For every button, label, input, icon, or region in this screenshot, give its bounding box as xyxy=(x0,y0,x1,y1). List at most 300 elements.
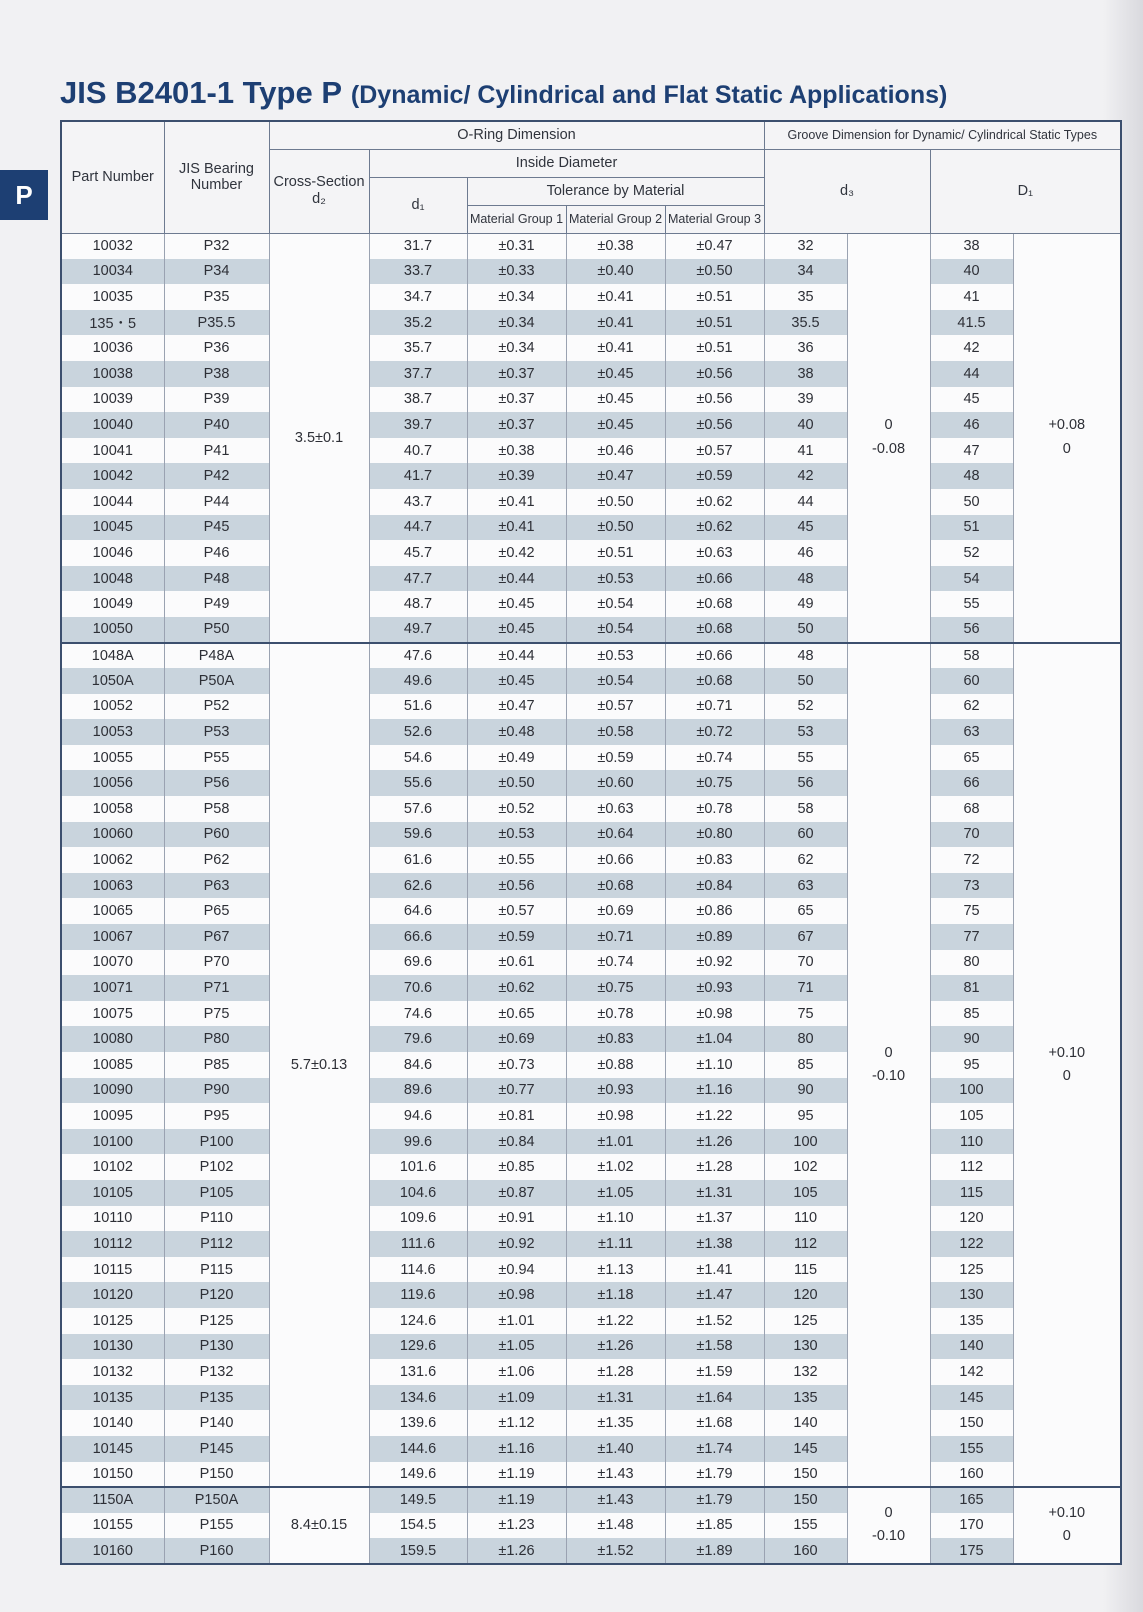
cell-tolerance-group-3: ±0.89 xyxy=(665,924,764,950)
cell-tolerance-group-2: ±0.69 xyxy=(566,898,665,924)
cell-tolerance-group-3: ±0.92 xyxy=(665,950,764,976)
cell-inside-diameter-d1: 99.6 xyxy=(369,1129,467,1155)
cell-inside-diameter-d1: 101.6 xyxy=(369,1154,467,1180)
cell-jis-bearing-number: P70 xyxy=(164,950,269,976)
cell-inside-diameter-d1: 54.6 xyxy=(369,745,467,771)
cell-tolerance-group-3: ±0.66 xyxy=(665,643,764,669)
cell-groove-D1: 135 xyxy=(930,1308,1013,1334)
cell-tolerance-group-2: ±0.75 xyxy=(566,975,665,1001)
cell-jis-bearing-number: P125 xyxy=(164,1308,269,1334)
cell-inside-diameter-d1: 89.6 xyxy=(369,1078,467,1104)
cell-groove-D1: 77 xyxy=(930,924,1013,950)
cell-tolerance-group-2: ±1.02 xyxy=(566,1154,665,1180)
cell-groove-D1: 70 xyxy=(930,822,1013,848)
cell-jis-bearing-number: P63 xyxy=(164,873,269,899)
cell-d3-tolerance xyxy=(847,643,930,1488)
cell-groove-D1: 63 xyxy=(930,719,1013,745)
cell-groove-D1: 41.5 xyxy=(930,310,1013,336)
cell-part-number: 10048 xyxy=(61,566,164,592)
cell-jis-bearing-number: P53 xyxy=(164,719,269,745)
cell-groove-d3: 125 xyxy=(764,1308,847,1334)
header-cross-section-symbol: d₂ xyxy=(312,191,326,207)
cell-groove-d3: 53 xyxy=(764,719,847,745)
cell-jis-bearing-number: P52 xyxy=(164,694,269,720)
cell-tolerance-group-3: ±0.51 xyxy=(665,335,764,361)
cell-part-number: 10132 xyxy=(61,1359,164,1385)
cell-part-number: 10070 xyxy=(61,950,164,976)
cell-tolerance-group-3: ±1.22 xyxy=(665,1103,764,1129)
cell-groove-d3: 32 xyxy=(764,233,847,259)
table-row xyxy=(61,847,1121,873)
cell-tolerance-group-1: ±0.59 xyxy=(467,924,566,950)
cell-inside-diameter-d1: 55.6 xyxy=(369,770,467,796)
cell-tolerance-group-3: ±0.63 xyxy=(665,540,764,566)
header-material-group-3: Material Group 3 xyxy=(665,205,764,233)
cell-tolerance-group-3: ±1.64 xyxy=(665,1385,764,1411)
cell-jis-bearing-number: P34 xyxy=(164,259,269,285)
D1-tolerance-upper: +0.10 xyxy=(1048,1044,1086,1061)
cell-tolerance-group-1: ±0.45 xyxy=(467,668,566,694)
cell-tolerance-group-2: ±0.68 xyxy=(566,873,665,899)
cell-part-number: 10075 xyxy=(61,1001,164,1027)
table-row xyxy=(61,284,1121,310)
cell-tolerance-group-2: ±0.71 xyxy=(566,924,665,950)
cell-groove-D1: 52 xyxy=(930,540,1013,566)
cell-groove-d3: 34 xyxy=(764,259,847,285)
cell-tolerance-group-2: ±1.01 xyxy=(566,1129,665,1155)
table-row xyxy=(61,259,1121,285)
cell-groove-D1: 85 xyxy=(930,1001,1013,1027)
cell-tolerance-group-3: ±0.62 xyxy=(665,515,764,541)
cell-tolerance-group-2: ±0.41 xyxy=(566,284,665,310)
table-row xyxy=(61,1257,1121,1283)
cell-tolerance-group-2: ±0.54 xyxy=(566,617,665,643)
cell-jis-bearing-number: P130 xyxy=(164,1334,269,1360)
cell-inside-diameter-d1: 43.7 xyxy=(369,489,467,515)
cell-inside-diameter-d1: 114.6 xyxy=(369,1257,467,1283)
cell-part-number: 10140 xyxy=(61,1410,164,1436)
cell-tolerance-group-1: ±0.92 xyxy=(467,1231,566,1257)
cell-inside-diameter-d1: 41.7 xyxy=(369,463,467,489)
cell-part-number: 1048A xyxy=(61,643,164,669)
cell-tolerance-group-2: ±0.98 xyxy=(566,1103,665,1129)
table-row xyxy=(61,566,1121,592)
cell-groove-d3: 49 xyxy=(764,591,847,617)
cell-jis-bearing-number: P56 xyxy=(164,770,269,796)
d3-tolerance-upper: 0 xyxy=(884,1505,893,1522)
cell-tolerance-group-1: ±0.48 xyxy=(467,719,566,745)
cell-tolerance-group-1: ±0.52 xyxy=(467,796,566,822)
cell-groove-D1: 45 xyxy=(930,387,1013,413)
cell-tolerance-group-2: ±1.13 xyxy=(566,1257,665,1283)
cell-groove-d3: 132 xyxy=(764,1359,847,1385)
cell-tolerance-group-1: ±0.69 xyxy=(467,1026,566,1052)
cell-part-number: 10052 xyxy=(61,694,164,720)
cell-tolerance-group-2: ±0.66 xyxy=(566,847,665,873)
cell-tolerance-group-2: ±0.45 xyxy=(566,412,665,438)
cell-tolerance-group-1: ±0.47 xyxy=(467,694,566,720)
cell-groove-D1: 110 xyxy=(930,1129,1013,1155)
cell-tolerance-group-3: ±0.86 xyxy=(665,898,764,924)
cell-tolerance-group-2: ±1.10 xyxy=(566,1206,665,1232)
d3-tolerance-upper: 0 xyxy=(884,1044,893,1061)
cell-groove-d3: 65 xyxy=(764,898,847,924)
cell-groove-D1: 40 xyxy=(930,259,1013,285)
cell-jis-bearing-number: P120 xyxy=(164,1282,269,1308)
table-row xyxy=(61,540,1121,566)
cell-part-number: 10042 xyxy=(61,463,164,489)
cell-tolerance-group-2: ±1.28 xyxy=(566,1359,665,1385)
cell-tolerance-group-2: ±0.46 xyxy=(566,438,665,464)
table-row xyxy=(61,1231,1121,1257)
cell-groove-D1: 58 xyxy=(930,643,1013,669)
cell-tolerance-group-3: ±0.59 xyxy=(665,463,764,489)
cell-tolerance-group-1: ±0.34 xyxy=(467,284,566,310)
cell-jis-bearing-number: P35 xyxy=(164,284,269,310)
cell-inside-diameter-d1: 64.6 xyxy=(369,898,467,924)
cell-part-number: 135・5 xyxy=(61,310,164,336)
cell-part-number: 10110 xyxy=(61,1206,164,1232)
cell-tolerance-group-3: ±0.80 xyxy=(665,822,764,848)
cell-inside-diameter-d1: 84.6 xyxy=(369,1052,467,1078)
cell-part-number: 10055 xyxy=(61,745,164,771)
cell-groove-d3: 44 xyxy=(764,489,847,515)
cell-part-number: 10045 xyxy=(61,515,164,541)
cell-groove-d3: 130 xyxy=(764,1334,847,1360)
cell-tolerance-group-3: ±1.89 xyxy=(665,1538,764,1564)
table-row xyxy=(61,1001,1121,1027)
cell-tolerance-group-3: ±0.68 xyxy=(665,617,764,643)
table-row xyxy=(61,975,1121,1001)
cell-tolerance-group-2: ±1.48 xyxy=(566,1513,665,1539)
cell-tolerance-group-2: ±0.59 xyxy=(566,745,665,771)
cell-part-number: 1050A xyxy=(61,668,164,694)
cell-groove-D1: 51 xyxy=(930,515,1013,541)
cell-groove-d3: 115 xyxy=(764,1257,847,1283)
cell-D1-tolerance xyxy=(1013,643,1121,1488)
cell-groove-D1: 170 xyxy=(930,1513,1013,1539)
cell-groove-D1: 46 xyxy=(930,412,1013,438)
cell-tolerance-group-2: ±1.43 xyxy=(566,1462,665,1488)
cell-jis-bearing-number: P102 xyxy=(164,1154,269,1180)
cell-jis-bearing-number: P85 xyxy=(164,1052,269,1078)
cell-tolerance-group-1: ±0.55 xyxy=(467,847,566,873)
cell-groove-D1: 72 xyxy=(930,847,1013,873)
table-row xyxy=(61,1334,1121,1360)
cell-tolerance-group-1: ±0.42 xyxy=(467,540,566,566)
cell-tolerance-group-2: ±0.41 xyxy=(566,335,665,361)
cell-tolerance-group-3: ±0.68 xyxy=(665,591,764,617)
cell-groove-D1: 165 xyxy=(930,1487,1013,1513)
cell-jis-bearing-number: P67 xyxy=(164,924,269,950)
cell-tolerance-group-1: ±1.09 xyxy=(467,1385,566,1411)
cell-tolerance-group-1: ±0.94 xyxy=(467,1257,566,1283)
cell-groove-d3: 50 xyxy=(764,668,847,694)
cell-tolerance-group-3: ±1.28 xyxy=(665,1154,764,1180)
d3-tolerance-upper: 0 xyxy=(884,417,893,434)
cell-part-number: 10065 xyxy=(61,898,164,924)
cell-tolerance-group-1: ±0.91 xyxy=(467,1206,566,1232)
cell-groove-d3: 80 xyxy=(764,1026,847,1052)
cell-tolerance-group-3: ±0.68 xyxy=(665,668,764,694)
cell-tolerance-group-1: ±0.87 xyxy=(467,1180,566,1206)
cell-cross-section: 3.5±0.1 xyxy=(269,233,369,643)
cell-inside-diameter-d1: 61.6 xyxy=(369,847,467,873)
cell-tolerance-group-1: ±0.62 xyxy=(467,975,566,1001)
cell-tolerance-group-1: ±0.41 xyxy=(467,515,566,541)
page-title-sub: (Dynamic/ Cylindrical and Flat Static Applications) xyxy=(350,81,948,109)
cell-groove-d3: 155 xyxy=(764,1513,847,1539)
cell-tolerance-group-3: ±1.85 xyxy=(665,1513,764,1539)
header-tolerance-by-material: Tolerance by Material xyxy=(467,177,764,205)
cell-part-number: 10102 xyxy=(61,1154,164,1180)
cell-groove-D1: 115 xyxy=(930,1180,1013,1206)
cell-tolerance-group-2: ±1.40 xyxy=(566,1436,665,1462)
cell-tolerance-group-3: ±0.71 xyxy=(665,694,764,720)
cell-tolerance-group-3: ±1.38 xyxy=(665,1231,764,1257)
table-row xyxy=(61,1385,1121,1411)
cell-jis-bearing-number: P45 xyxy=(164,515,269,541)
cell-tolerance-group-1: ±0.61 xyxy=(467,950,566,976)
table-row xyxy=(61,719,1121,745)
cell-jis-bearing-number: P155 xyxy=(164,1513,269,1539)
cell-tolerance-group-3: ±0.50 xyxy=(665,259,764,285)
cell-tolerance-group-2: ±1.05 xyxy=(566,1180,665,1206)
cell-groove-d3: 36 xyxy=(764,335,847,361)
cell-groove-d3: 145 xyxy=(764,1436,847,1462)
cell-tolerance-group-2: ±0.64 xyxy=(566,822,665,848)
table-row xyxy=(61,1026,1121,1052)
cell-part-number: 10135 xyxy=(61,1385,164,1411)
cell-groove-D1: 112 xyxy=(930,1154,1013,1180)
cell-inside-diameter-d1: 52.6 xyxy=(369,719,467,745)
cell-groove-d3: 71 xyxy=(764,975,847,1001)
header-groove-dimension: Groove Dimension for Dynamic/ Cylindrical Static Types xyxy=(764,121,1121,149)
table-row xyxy=(61,1487,1121,1513)
table-row xyxy=(61,770,1121,796)
table-header xyxy=(61,121,1121,233)
cell-tolerance-group-1: ±0.65 xyxy=(467,1001,566,1027)
cell-tolerance-group-1: ±1.16 xyxy=(467,1436,566,1462)
cell-part-number: 10034 xyxy=(61,259,164,285)
cell-jis-bearing-number: P110 xyxy=(164,1206,269,1232)
cell-groove-d3: 100 xyxy=(764,1129,847,1155)
table-row xyxy=(61,822,1121,848)
cell-tolerance-group-2: ±1.43 xyxy=(566,1487,665,1513)
cell-tolerance-group-3: ±1.79 xyxy=(665,1462,764,1488)
cell-groove-D1: 73 xyxy=(930,873,1013,899)
cell-tolerance-group-3: ±0.57 xyxy=(665,438,764,464)
cell-part-number: 10145 xyxy=(61,1436,164,1462)
cell-D1-tolerance xyxy=(1013,1487,1121,1564)
cell-groove-D1: 145 xyxy=(930,1385,1013,1411)
cell-jis-bearing-number: P160 xyxy=(164,1538,269,1564)
cell-jis-bearing-number: P42 xyxy=(164,463,269,489)
header-jis-bearing-number: JIS Bearing Number xyxy=(164,121,269,233)
D1-tolerance-upper: +0.08 xyxy=(1048,417,1086,434)
table-row xyxy=(61,1129,1121,1155)
table-row xyxy=(61,412,1121,438)
cell-jis-bearing-number: P58 xyxy=(164,796,269,822)
cell-part-number: 10160 xyxy=(61,1538,164,1564)
cell-part-number: 10038 xyxy=(61,361,164,387)
cell-jis-bearing-number: P75 xyxy=(164,1001,269,1027)
cell-inside-diameter-d1: 129.6 xyxy=(369,1334,467,1360)
table-row xyxy=(61,335,1121,361)
cell-groove-d3: 58 xyxy=(764,796,847,822)
header-cross-section xyxy=(269,149,369,233)
cell-inside-diameter-d1: 51.6 xyxy=(369,694,467,720)
cell-groove-d3: 39 xyxy=(764,387,847,413)
d3-tolerance-lower: -0.08 xyxy=(871,440,906,457)
cell-jis-bearing-number: P100 xyxy=(164,1129,269,1155)
header-cross-section-label: Cross-Section xyxy=(273,174,365,191)
cell-groove-D1: 155 xyxy=(930,1436,1013,1462)
table-row xyxy=(61,745,1121,771)
cell-tolerance-group-2: ±0.50 xyxy=(566,515,665,541)
cell-tolerance-group-3: ±1.31 xyxy=(665,1180,764,1206)
cell-tolerance-group-3: ±1.74 xyxy=(665,1436,764,1462)
cell-part-number: 10115 xyxy=(61,1257,164,1283)
table-row xyxy=(61,1052,1121,1078)
cell-groove-d3: 63 xyxy=(764,873,847,899)
cell-groove-D1: 56 xyxy=(930,617,1013,643)
cell-groove-D1: 90 xyxy=(930,1026,1013,1052)
cell-groove-D1: 75 xyxy=(930,898,1013,924)
cell-jis-bearing-number: P32 xyxy=(164,233,269,259)
cell-tolerance-group-1: ±0.84 xyxy=(467,1129,566,1155)
cell-inside-diameter-d1: 149.5 xyxy=(369,1487,467,1513)
cell-tolerance-group-3: ±0.83 xyxy=(665,847,764,873)
cell-inside-diameter-d1: 111.6 xyxy=(369,1231,467,1257)
cell-tolerance-group-1: ±0.45 xyxy=(467,591,566,617)
table-row xyxy=(61,463,1121,489)
cell-inside-diameter-d1: 62.6 xyxy=(369,873,467,899)
header-inside-diameter: Inside Diameter xyxy=(369,149,764,177)
cell-tolerance-group-1: ±0.38 xyxy=(467,438,566,464)
cell-tolerance-group-3: ±1.04 xyxy=(665,1026,764,1052)
D1-tolerance-lower: 0 xyxy=(1062,1067,1071,1084)
cell-jis-bearing-number: P95 xyxy=(164,1103,269,1129)
cell-groove-d3: 102 xyxy=(764,1154,847,1180)
cell-tolerance-group-2: ±0.83 xyxy=(566,1026,665,1052)
cell-tolerance-group-3: ±1.68 xyxy=(665,1410,764,1436)
d3-tolerance-lower: -0.10 xyxy=(871,1067,906,1084)
cell-groove-d3: 85 xyxy=(764,1052,847,1078)
table-row xyxy=(61,643,1121,669)
cell-groove-d3: 38 xyxy=(764,361,847,387)
table-row xyxy=(61,1538,1121,1564)
table-row xyxy=(61,898,1121,924)
cell-groove-d3: 150 xyxy=(764,1462,847,1488)
cell-tolerance-group-1: ±1.19 xyxy=(467,1462,566,1488)
cell-jis-bearing-number: P49 xyxy=(164,591,269,617)
table-row xyxy=(61,1462,1121,1488)
table-row xyxy=(61,1513,1121,1539)
cell-part-number: 10053 xyxy=(61,719,164,745)
cell-tolerance-group-1: ±1.19 xyxy=(467,1487,566,1513)
cell-groove-D1: 125 xyxy=(930,1257,1013,1283)
cell-part-number: 10095 xyxy=(61,1103,164,1129)
cell-inside-diameter-d1: 104.6 xyxy=(369,1180,467,1206)
cell-groove-D1: 142 xyxy=(930,1359,1013,1385)
cell-tolerance-group-1: ±0.39 xyxy=(467,463,566,489)
cell-groove-d3: 48 xyxy=(764,643,847,669)
header-part-number: Part Number xyxy=(61,121,164,233)
table-row xyxy=(61,1436,1121,1462)
header-material-group-1: Material Group 1 xyxy=(467,205,566,233)
cell-jis-bearing-number: P48 xyxy=(164,566,269,592)
cell-part-number: 10105 xyxy=(61,1180,164,1206)
cell-inside-diameter-d1: 48.7 xyxy=(369,591,467,617)
cell-part-number: 10046 xyxy=(61,540,164,566)
cell-d3-tolerance xyxy=(847,233,930,643)
cell-groove-D1: 175 xyxy=(930,1538,1013,1564)
cell-part-number: 10040 xyxy=(61,412,164,438)
cell-cross-section: 8.4±0.15 xyxy=(269,1487,369,1564)
cell-tolerance-group-2: ±0.47 xyxy=(566,463,665,489)
cell-tolerance-group-2: ±0.93 xyxy=(566,1078,665,1104)
cell-tolerance-group-1: ±0.34 xyxy=(467,335,566,361)
cell-tolerance-group-3: ±0.47 xyxy=(665,233,764,259)
cell-jis-bearing-number: P105 xyxy=(164,1180,269,1206)
cell-inside-diameter-d1: 47.7 xyxy=(369,566,467,592)
cell-groove-D1: 122 xyxy=(930,1231,1013,1257)
cell-groove-d3: 45 xyxy=(764,515,847,541)
cell-inside-diameter-d1: 35.7 xyxy=(369,335,467,361)
cell-groove-D1: 66 xyxy=(930,770,1013,796)
cell-part-number: 10071 xyxy=(61,975,164,1001)
cell-tolerance-group-1: ±0.73 xyxy=(467,1052,566,1078)
table-row xyxy=(61,387,1121,413)
cell-inside-diameter-d1: 37.7 xyxy=(369,361,467,387)
cell-tolerance-group-2: ±1.31 xyxy=(566,1385,665,1411)
cell-jis-bearing-number: P41 xyxy=(164,438,269,464)
cell-part-number: 10050 xyxy=(61,617,164,643)
table-row xyxy=(61,1410,1121,1436)
cell-inside-diameter-d1: 154.5 xyxy=(369,1513,467,1539)
cell-groove-d3: 35.5 xyxy=(764,310,847,336)
table-row xyxy=(61,950,1121,976)
cell-jis-bearing-number: P35.5 xyxy=(164,310,269,336)
cell-tolerance-group-3: ±1.16 xyxy=(665,1078,764,1104)
table-row xyxy=(61,924,1121,950)
cell-tolerance-group-1: ±0.44 xyxy=(467,643,566,669)
cell-tolerance-group-3: ±0.74 xyxy=(665,745,764,771)
cell-groove-d3: 50 xyxy=(764,617,847,643)
cell-jis-bearing-number: P90 xyxy=(164,1078,269,1104)
cell-jis-bearing-number: P48A xyxy=(164,643,269,669)
cell-inside-diameter-d1: 124.6 xyxy=(369,1308,467,1334)
table-row xyxy=(61,515,1121,541)
table-row xyxy=(61,694,1121,720)
cell-part-number: 10155 xyxy=(61,1513,164,1539)
cell-tolerance-group-2: ±0.53 xyxy=(566,566,665,592)
cell-part-number: 10044 xyxy=(61,489,164,515)
cell-tolerance-group-3: ±0.75 xyxy=(665,770,764,796)
cell-inside-diameter-d1: 70.6 xyxy=(369,975,467,1001)
cell-groove-D1: 100 xyxy=(930,1078,1013,1104)
table-row xyxy=(61,1078,1121,1104)
D1-tolerance-upper: +0.10 xyxy=(1048,1505,1086,1522)
cell-inside-diameter-d1: 49.7 xyxy=(369,617,467,643)
cell-tolerance-group-1: ±1.01 xyxy=(467,1308,566,1334)
cell-tolerance-group-3: ±0.72 xyxy=(665,719,764,745)
table-row xyxy=(61,1103,1121,1129)
cell-groove-d3: 95 xyxy=(764,1103,847,1129)
cell-part-number: 10063 xyxy=(61,873,164,899)
cell-jis-bearing-number: P50 xyxy=(164,617,269,643)
